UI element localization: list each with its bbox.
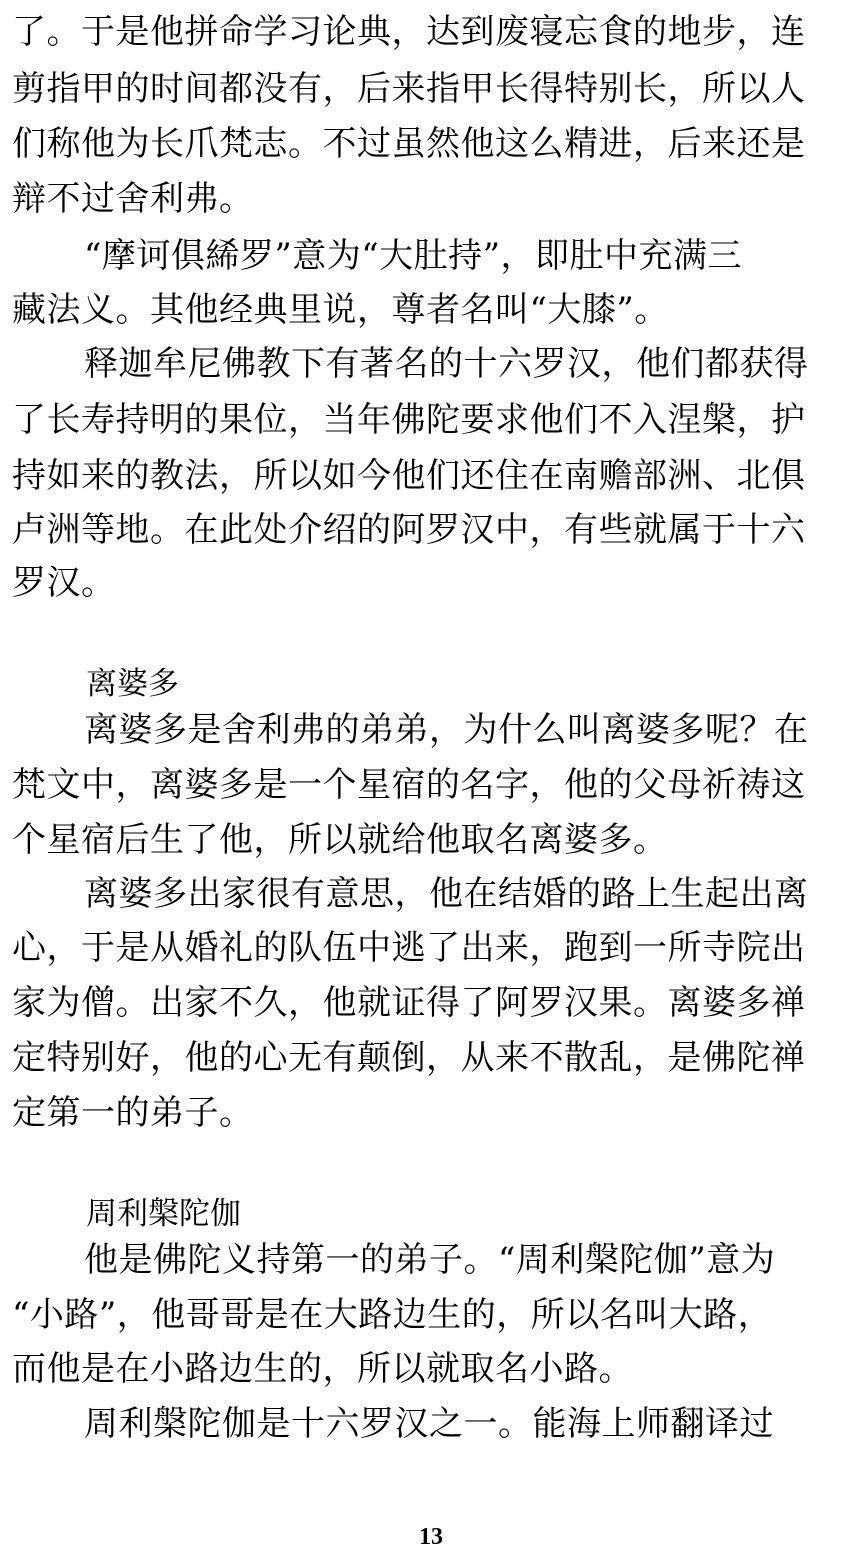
section-heading: 周利槃陀伽 [86,1196,241,1232]
paragraph-line: 定第一的弟子。 [12,1093,254,1133]
paragraph-line: 藏法义。其他经典里说，尊者名叫“大膝”。 [12,290,669,330]
paragraph-line: 释迦牟尼佛教下有著名的十六罗汉，他们都获得 [84,344,809,384]
paragraph-line: “小路”，他哥哥是在大路边生的，所以名叫大路， [12,1295,773,1335]
paragraph-line: 持如来的教法，所以如今他们还住在南赡部洲、北俱 [12,456,806,496]
paragraph-line: 离婆多出家很有意思，他在结婚的路上生起出离 [84,874,809,914]
paragraph-line: 他是佛陀义持第一的弟子。“周利槃陀伽”意为 [84,1240,776,1280]
paragraph-line: 家为僧。出家不久，他就证得了阿罗汉果。离婆多禅 [12,983,806,1023]
paragraph-line: 梵文中，离婆多是一个星宿的名字，他的父母祈祷这 [12,765,806,805]
paragraph-line: 而他是在小路边生的，所以就取名小路。 [12,1349,633,1389]
paragraph-line: 卢洲等地。在此处介绍的阿罗汉中，有些就属于十六 [12,510,806,550]
paragraph-line: “摩诃俱絺罗”意为“大肚持”，即肚中充满三 [84,236,743,276]
paragraph-line: 们称他为长爪梵志。不过虽然他这么精进，后来还是 [12,124,806,164]
paragraph-line: 辩不过舍利弗。 [12,179,254,219]
paragraph-line: 定特别好，他的心无有颠倒，从来不散乱，是佛陀禅 [12,1038,806,1078]
paragraph-line: 了长寿持明的果位，当年佛陀要求他们不入涅槃，护 [12,400,806,440]
paragraph-line: 罗汉。 [12,563,116,603]
section-heading: 离婆多 [86,666,179,702]
paragraph-line: 周利槃陀伽是十六罗汉之一。能海上师翻译过 [84,1404,774,1444]
paragraph-line: 个星宿后生了他，所以就给他取名离婆多。 [12,820,668,860]
paragraph-line: 离婆多是舍利弗的弟弟，为什么叫离婆多呢？在 [84,710,809,750]
paragraph-line: 剪指甲的时间都没有，后来指甲长得特别长，所以人 [12,69,806,109]
paragraph-line: 了。于是他拼命学习论典，达到废寝忘食的地步，连 [12,12,806,52]
paragraph-line: 心，于是从婚礼的队伍中逃了出来，跑到一所寺院出 [12,928,806,968]
page-number: 13 [419,1524,443,1550]
